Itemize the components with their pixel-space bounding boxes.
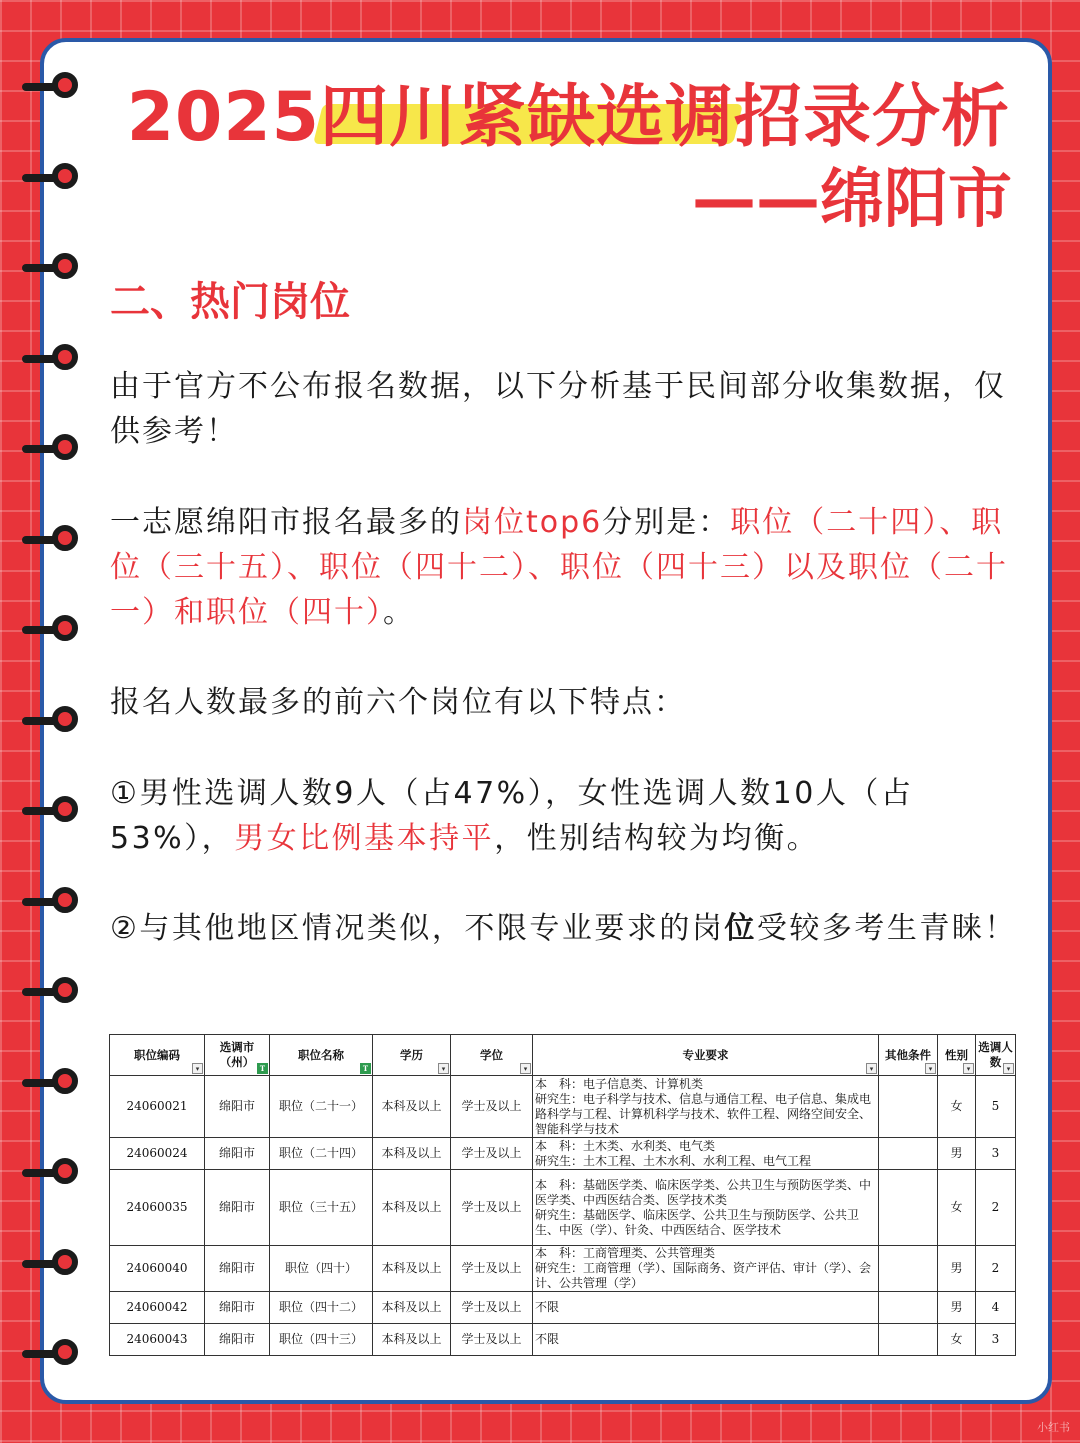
cell-other[interactable]	[879, 1138, 938, 1170]
cell-name[interactable]: 职位（四十二）	[270, 1292, 373, 1324]
cell-count[interactable]: 3	[976, 1138, 1016, 1170]
cell-count[interactable]: 5	[976, 1076, 1016, 1138]
cell-edu[interactable]: 本科及以上	[373, 1138, 451, 1170]
cell-code[interactable]: 24060035	[110, 1170, 205, 1246]
binding-ring	[22, 885, 76, 919]
header-major[interactable]: 专业要求 ▾	[533, 1035, 879, 1076]
cell-gender[interactable]: 男	[938, 1138, 976, 1170]
filter-active-icon[interactable]: T	[257, 1063, 268, 1074]
page-title: 2025四川紧缺选调招录分析	[126, 78, 1010, 157]
point-1-text: ①男性选调人数9人（占47%），女性选调人数10人（占53%），	[110, 776, 914, 856]
cell-gender[interactable]: 男	[938, 1246, 976, 1292]
point-2-post: 受较多考生青睐！	[756, 911, 1017, 946]
cell-code[interactable]: 24060024	[110, 1138, 205, 1170]
cell-major[interactable]: 本 科：电子信息类、计算机类 研究生：电子科学与技术、信息与通信工程、电子信息、集成电路科学与工程、计算机科学与技术、软件工程、网络空间安全、智能科学与技术	[533, 1076, 879, 1138]
cell-code[interactable]: 24060021	[110, 1076, 205, 1138]
top6-paragraph	[110, 500, 1020, 635]
watermark: 小红书	[1037, 1421, 1070, 1434]
header-name[interactable]: 职位名称 T	[270, 1035, 373, 1076]
intro-paragraph: 由于官方不公布报名数据，以下分析基于民间部分收集数据，仅供参考！	[110, 369, 1006, 449]
cell-gender[interactable]: 女	[938, 1324, 976, 1356]
section-heading: 二、热门岗位	[110, 279, 350, 325]
cell-gender[interactable]: 女	[938, 1076, 976, 1138]
cell-degree[interactable]: 学士及以上	[451, 1170, 533, 1246]
cell-city[interactable]: 绵阳市	[205, 1138, 270, 1170]
top6-middle: 分别是：	[602, 505, 731, 540]
cell-city[interactable]: 绵阳市	[205, 1170, 270, 1246]
binding-ring	[22, 1337, 76, 1371]
point-2	[110, 906, 1020, 951]
cell-name[interactable]: 职位（二十一）	[270, 1076, 373, 1138]
filter-dropdown-icon[interactable]: ▾	[520, 1063, 531, 1074]
cell-other[interactable]	[879, 1076, 938, 1138]
table-row	[110, 1324, 1016, 1356]
point-1-end: ，性别结构较为均衡。	[494, 821, 820, 856]
point-1	[110, 771, 1020, 861]
filter-dropdown-icon[interactable]: ▾	[925, 1063, 936, 1074]
cell-major[interactable]: 不限	[533, 1292, 879, 1324]
header-gender[interactable]: 性别 ▾	[938, 1035, 976, 1076]
header-city[interactable]: 选调市（州） T	[205, 1035, 270, 1076]
cell-degree[interactable]: 学士及以上	[451, 1076, 533, 1138]
binding-ring	[22, 1156, 76, 1190]
cell-name[interactable]: 职位（四十）	[270, 1246, 373, 1292]
table-row	[110, 1170, 1016, 1246]
spiral-binding	[0, 0, 100, 1443]
binding-ring	[22, 704, 76, 738]
top6-list: 职位（二十四）、职位（三十五）、职位（四十二）、职位（四十三）以及职位（二十一）和职位（四十）	[110, 505, 1008, 630]
cell-count[interactable]: 2	[976, 1246, 1016, 1292]
table-header-row	[110, 1035, 1016, 1076]
cell-major[interactable]: 本 科：工商管理类、公共管理类 研究生：工商管理（学）、国际商务、资产评估、审计（学）、会计、公共管理（学）	[533, 1246, 879, 1292]
cell-city[interactable]: 绵阳市	[205, 1324, 270, 1356]
cell-major[interactable]: 本 科：土木类、水利类、电气类 研究生：土木工程、土木水利、水利工程、电气工程	[533, 1138, 879, 1170]
cell-count[interactable]: 2	[976, 1170, 1016, 1246]
binding-ring	[22, 251, 76, 285]
cell-edu[interactable]: 本科及以上	[373, 1076, 451, 1138]
table-row	[110, 1292, 1016, 1324]
cell-degree[interactable]: 学士及以上	[451, 1292, 533, 1324]
header-other[interactable]: 其他条件 ▾	[879, 1035, 938, 1076]
point-2-bold: 位	[724, 911, 757, 946]
binding-ring	[22, 975, 76, 1009]
cell-city[interactable]: 绵阳市	[205, 1076, 270, 1138]
cell-degree[interactable]: 学士及以上	[451, 1246, 533, 1292]
header-code[interactable]: 职位编码 ▾	[110, 1035, 205, 1076]
cell-gender[interactable]: 女	[938, 1170, 976, 1246]
cell-count[interactable]: 3	[976, 1324, 1016, 1356]
binding-ring	[22, 432, 76, 466]
header-edu[interactable]: 学历 ▾	[373, 1035, 451, 1076]
cell-edu[interactable]: 本科及以上	[373, 1292, 451, 1324]
filter-dropdown-icon[interactable]: ▾	[438, 1063, 449, 1074]
table-row	[110, 1138, 1016, 1170]
page-subtitle: ——绵阳市	[692, 163, 1012, 237]
filter-dropdown-icon[interactable]: ▾	[192, 1063, 203, 1074]
binding-ring	[22, 342, 76, 376]
cell-code[interactable]: 24060040	[110, 1246, 205, 1292]
cell-count[interactable]: 4	[976, 1292, 1016, 1324]
cell-name[interactable]: 职位（三十五）	[270, 1170, 373, 1246]
binding-ring	[22, 161, 76, 195]
header-count[interactable]: 选调人数 ▾	[976, 1035, 1016, 1076]
top6-prefix: 一志愿绵阳市报名最多的	[110, 505, 462, 540]
binding-ring	[22, 1247, 76, 1281]
filter-dropdown-icon[interactable]: ▾	[866, 1063, 877, 1074]
table-row	[110, 1246, 1016, 1292]
cell-edu[interactable]: 本科及以上	[373, 1246, 451, 1292]
cell-code[interactable]: 24060042	[110, 1292, 205, 1324]
cell-city[interactable]: 绵阳市	[205, 1246, 270, 1292]
cell-degree[interactable]: 学士及以上	[451, 1138, 533, 1170]
cell-major[interactable]: 不限	[533, 1324, 879, 1356]
binding-ring	[22, 1066, 76, 1100]
table-row	[110, 1076, 1016, 1138]
cell-gender[interactable]: 男	[938, 1292, 976, 1324]
cell-other[interactable]	[879, 1246, 938, 1292]
features-intro: 报名人数最多的前六个岗位有以下特点：	[110, 685, 686, 720]
binding-ring	[22, 523, 76, 557]
cell-other[interactable]	[879, 1170, 938, 1246]
binding-ring	[22, 613, 76, 647]
cell-degree[interactable]: 学士及以上	[451, 1324, 533, 1356]
cell-edu[interactable]: 本科及以上	[373, 1170, 451, 1246]
cell-name[interactable]: 职位（四十三）	[270, 1324, 373, 1356]
cell-code[interactable]: 24060043	[110, 1324, 205, 1356]
filter-dropdown-icon[interactable]: ▾	[1003, 1063, 1014, 1074]
binding-ring	[22, 794, 76, 828]
cell-other[interactable]	[879, 1292, 938, 1324]
cell-edu[interactable]: 本科及以上	[373, 1324, 451, 1356]
header-degree[interactable]: 学位 ▾	[451, 1035, 533, 1076]
cell-major[interactable]: 本 科：基础医学类、临床医学类、公共卫生与预防医学类、中医学类、中西医结合类、医学技术类 研究生：基础医学、临床医学、公共卫生与预防医学、公共卫生、中医（学）、针灸、中西医结合、医学技术	[533, 1170, 879, 1246]
cell-other[interactable]	[879, 1324, 938, 1356]
cell-city[interactable]: 绵阳市	[205, 1292, 270, 1324]
cell-name[interactable]: 职位（二十四）	[270, 1138, 373, 1170]
point-1-highlight: 男女比例基本持平	[234, 821, 495, 856]
binding-ring	[22, 70, 76, 104]
filter-active-icon[interactable]: T	[360, 1063, 371, 1074]
filter-dropdown-icon[interactable]: ▾	[963, 1063, 974, 1074]
point-2-pre: ②与其他地区情况类似，不限专业要求的岗	[110, 911, 725, 946]
jobs-table	[109, 1034, 1016, 1356]
top6-keyword: 岗位top6	[462, 505, 603, 540]
top6-end: 。	[383, 595, 415, 630]
